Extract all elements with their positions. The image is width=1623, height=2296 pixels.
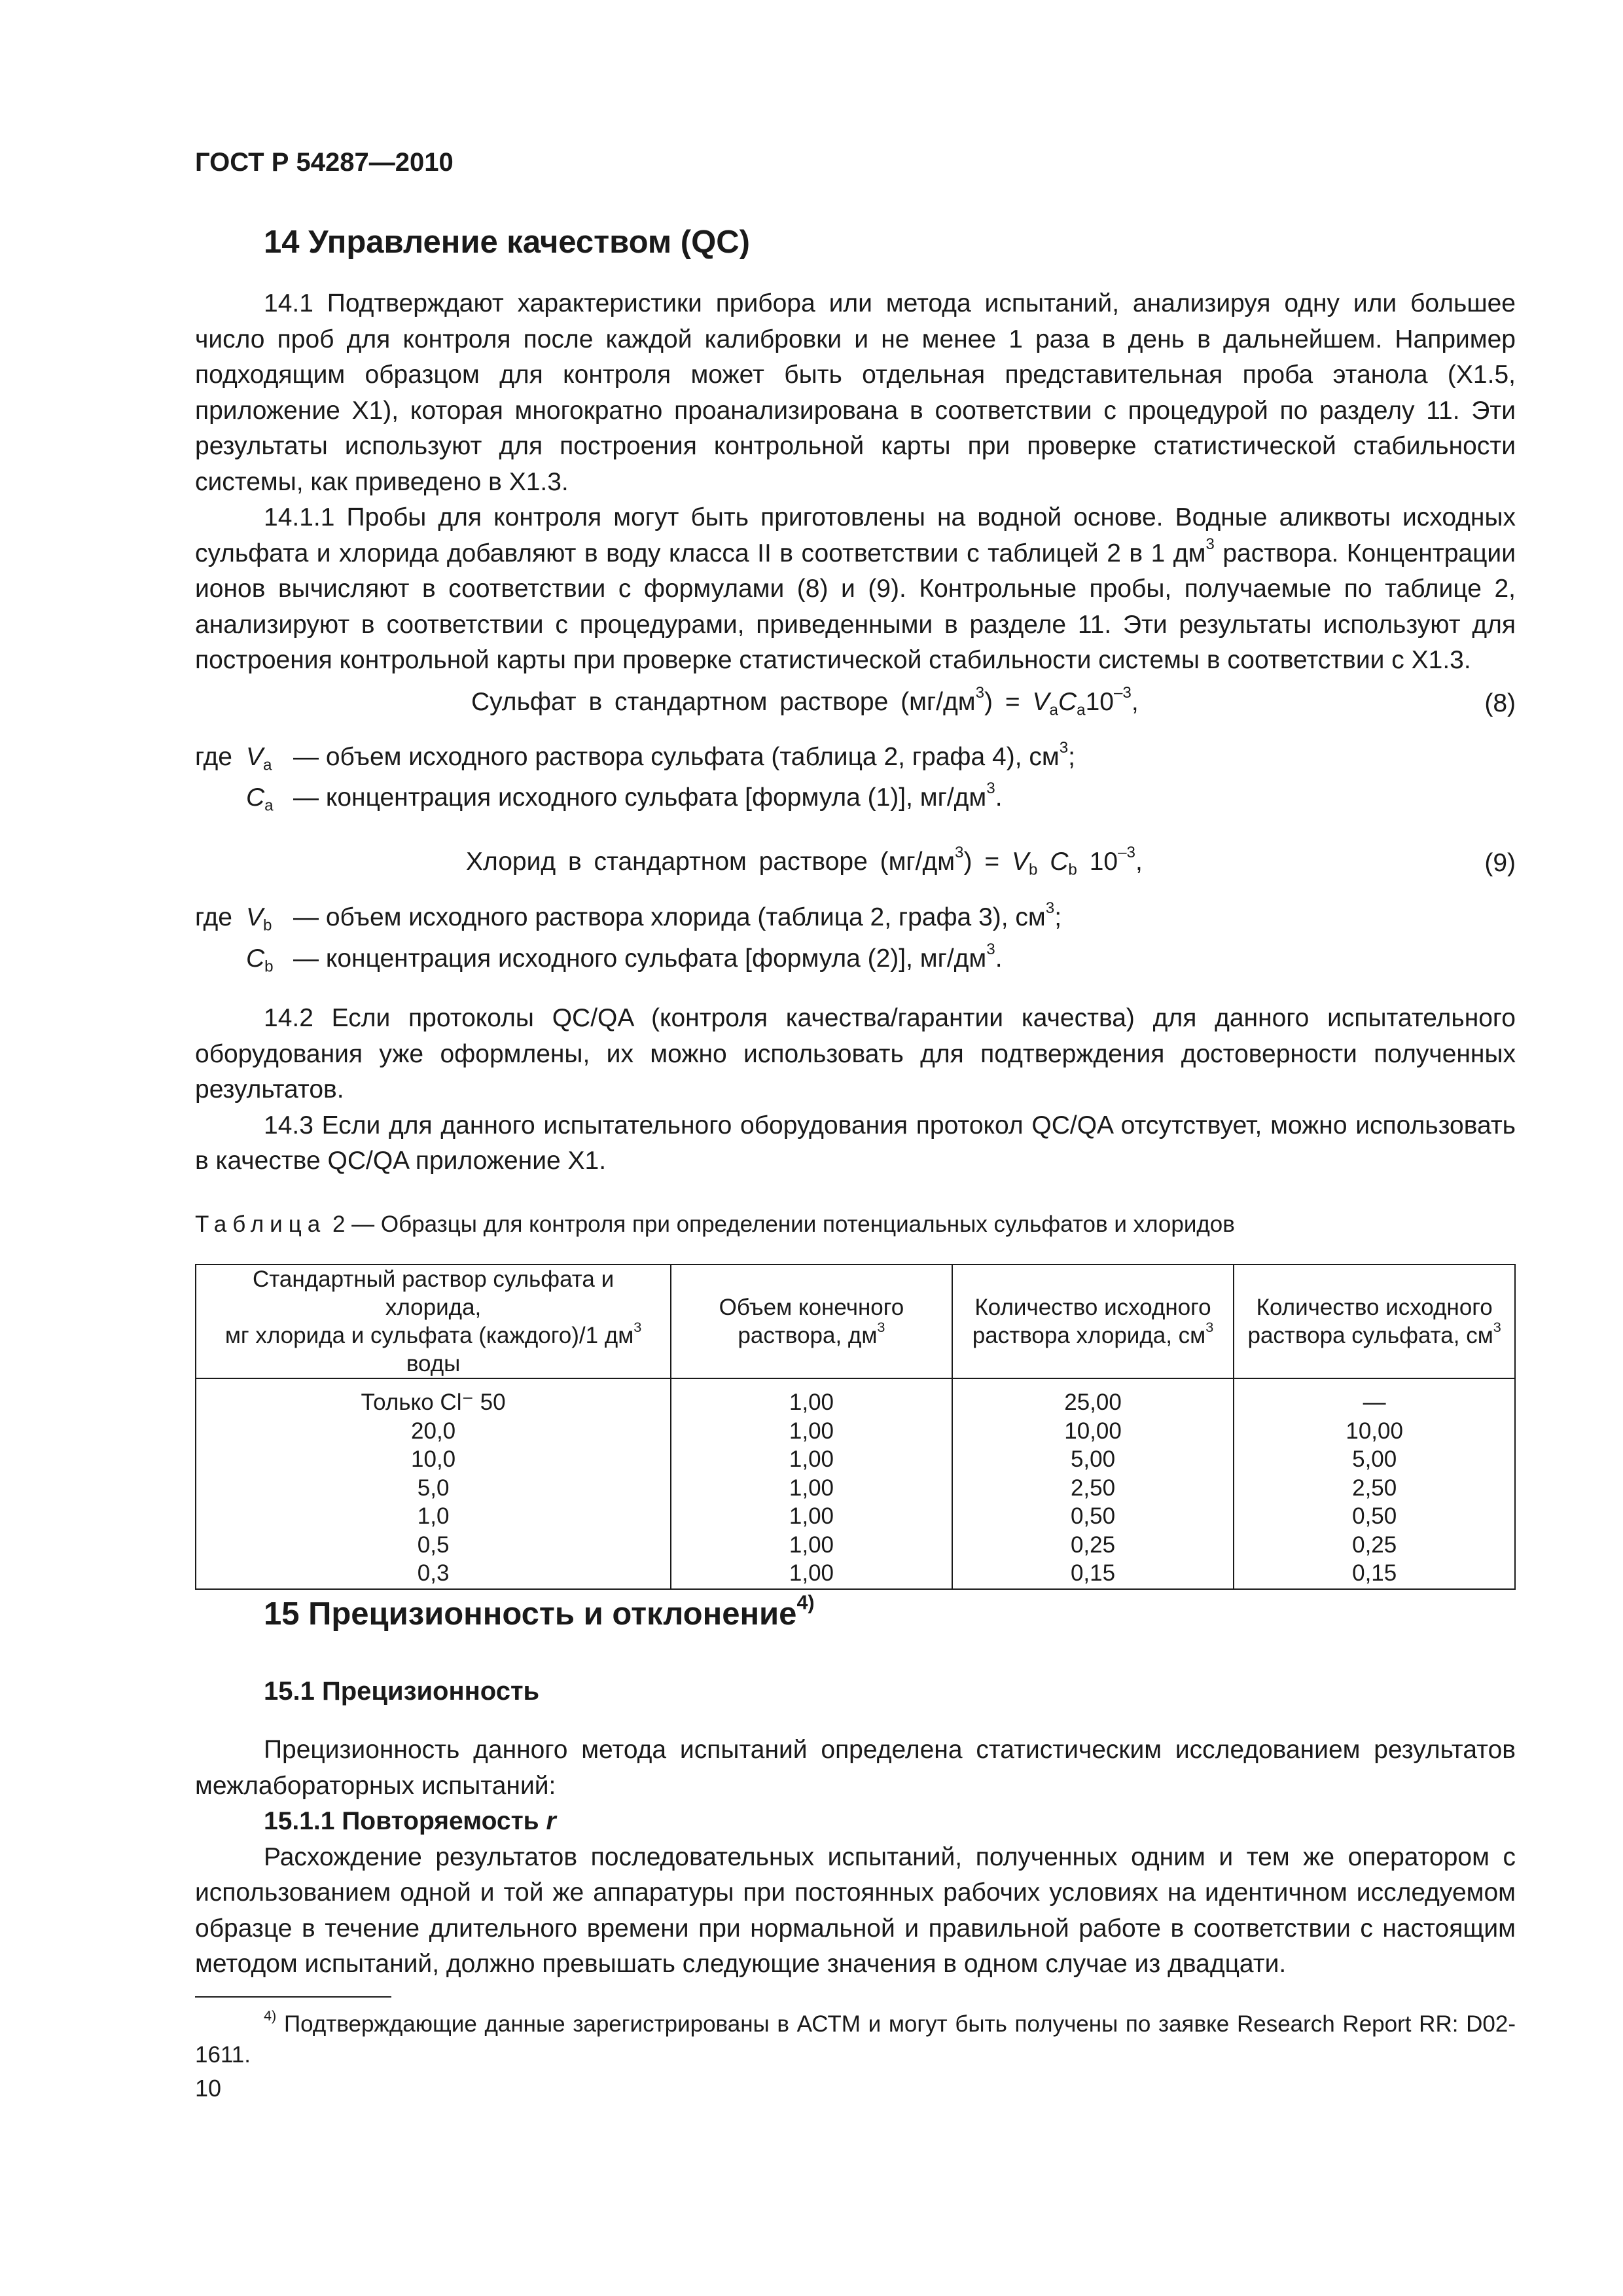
paragraph-15-1: Прецизионность данного метода испытаний определена статистическим исследованием результатов межлабораторных испытаний: <box>195 1736 1516 1800</box>
table-2 <box>195 1264 1516 1590</box>
table-cell: 1,00 <box>789 1446 834 1472</box>
footnote-separator <box>195 1996 391 1998</box>
formula-9-number: (9) <box>1484 849 1516 877</box>
table-cell: 0,15 <box>1352 1560 1397 1586</box>
document-code: ГОСТ Р 54287—2010 <box>195 148 454 177</box>
table-cell: 0,15 <box>1070 1560 1116 1586</box>
paragraph-14-1: 14.1 Подтверждают характеристики прибора или метода испытаний, анализируя одну или большее число проб для контроля после каждой калибровки и не менее 1 раза в день в дальнейшем. Например подходящим образцом для контроля может быть отдельная представительная проба этанола (X1.5, приложение X1), которая многократно проанализирована в соответствии с процедурой по разделу 11. Эти результаты используют для построения контрольной карты при проверке статистической стабильности системы, как приведено в X1.3. <box>195 289 1516 496</box>
table-cell: 1,00 <box>789 1503 834 1529</box>
section-14-body <box>195 286 1516 679</box>
paragraph-15-1-1: Расхождение результатов последовательных испытаний, полученных одним и тем же оператором с использованием одной и той же аппаратуры при постоянных рабочих условиях на идентичном исследуемом образце в течение длительного времени при нормальной и правильной работе в соответствии с настоящим методом испытаний, должно превышать следующие значения в одном случае из двадцати. <box>195 1842 1516 1978</box>
section-15-1-1-title: 15.1.1 Повторяемость r <box>264 1807 556 1835</box>
table-cell: 0,5 <box>417 1532 450 1558</box>
table-cell: 1,00 <box>789 1418 834 1444</box>
table-cell: 10,00 <box>1064 1418 1122 1444</box>
table-header-cell: Стандартный раствор сульфата и хлорида, мг хлорида и сульфата (каждого)/1 $дм^3$ воды <box>196 1265 671 1378</box>
table-cell: 1,00 <box>789 1390 834 1415</box>
table-cell: 0,50 <box>1352 1503 1397 1529</box>
section-15-body <box>195 1732 1516 1982</box>
section-14-title: 14 Управление качеством (QC) <box>264 224 750 260</box>
formula-8: Сульфат в стандартном растворе $(мг/дм^3) = V_aC_a10^{-3}$, <box>471 684 1139 719</box>
column-final-volume <box>671 1378 952 1589</box>
table-cell: 2,50 <box>1352 1475 1397 1501</box>
table-cell: 0,25 <box>1070 1532 1116 1558</box>
table-2-caption: Таблица 2 — Образцы для контроля при определении потенциальных сульфатов и хлоридов <box>195 1211 1235 1237</box>
section-14-body-2 <box>195 1001 1516 1179</box>
column-standard-solution <box>196 1378 671 1589</box>
table-cell: 0,3 <box>417 1560 450 1586</box>
table-cell: 1,0 <box>417 1503 450 1529</box>
table-cell: 1,00 <box>789 1532 834 1558</box>
footnote: $^{4)}$ Подтверждающие данные зарегистрированы в АСТМ и могут быть получены по заявке Research Report RR: D02-1611. <box>195 2007 1516 2068</box>
table-cell: 0,50 <box>1070 1503 1116 1529</box>
table-cell: 10,00 <box>1346 1418 1403 1444</box>
table-cell: 5,0 <box>417 1475 450 1501</box>
section-15-1-title: 15.1 Прецизионность <box>264 1677 540 1706</box>
page-number: 10 <box>195 2075 222 2102</box>
table-cell: 1,00 <box>789 1560 834 1586</box>
formula-9-where-line-2: $C_b$ — концентрация исходного сульфата [формула (2)], $мг/дм^3$. <box>246 941 1003 976</box>
paragraph-14-2: 14.2 Если протоколы QC/QA (контроля качества/гарантии качества) для данного испытательного оборудования уже оформлены, их можно использовать для подтверждения достоверности полученных результатов. <box>195 1004 1516 1103</box>
paragraph-14-1-1: 14.1.1 Пробы для контроля могут быть приготовлены на водной основе. Водные аликвоты исходных сульфата и хлорида добавляют в воду класса II в соответствии с таблицей 2 в 1 $дм^3$ раствора. Концентрации ионов вычисляют в соответствии с формулами (8) и (9). Контрольные пробы, получаемые по таблице 2, анализируют в соответствии с процедурами, приведенными в разделе 11. Эти результаты используют для построения контрольной карты при проверке статистической стабильности системы в соответствии с X1.3. <box>195 503 1516 674</box>
formula-9: Хлорид в стандартном растворе $(мг/дм^3) = V_b$ $C_b$ $10^{-3}$, <box>466 844 1143 879</box>
column-chloride-volume <box>952 1378 1234 1589</box>
column-sulfate-volume <box>1234 1378 1515 1589</box>
table-cell: 25,00 <box>1064 1390 1122 1415</box>
table-header-row <box>196 1265 1515 1378</box>
formula-8-number: (8) <box>1484 689 1516 717</box>
table-cell: 2,50 <box>1070 1475 1116 1501</box>
table-cell: 0,25 <box>1352 1532 1397 1558</box>
table-body-row <box>196 1378 1515 1589</box>
formula-8-where-line-2: $C_a$ — концентрация исходного сульфата [формула (1)], $мг/дм^3$. <box>246 780 1003 815</box>
table-cell: 5,00 <box>1352 1446 1397 1472</box>
section-15-title: 15 Прецизионность и отклонение$^{4)}$ <box>264 1591 815 1632</box>
formula-8-where-line-1: где $V_a$ — объем исходного раствора сульфата (таблица 2, графа 4), $см^3$; <box>195 739 1075 774</box>
table-cell: 5,00 <box>1070 1446 1116 1472</box>
formula-9-where-line-1: где $V_b$ — объем исходного раствора хлорида (таблица 2, графа 3), $см^3$; <box>195 899 1062 935</box>
table-cell: — <box>1363 1390 1386 1415</box>
table-header-cell: Объем конечного раствора, $дм^3$ <box>671 1265 952 1378</box>
table-cell: 20,0 <box>411 1418 456 1444</box>
paragraph-14-3: 14.3 Если для данного испытательного оборудования протокол QC/QA отсутствует, можно использовать в качестве QC/QA приложение X1. <box>195 1111 1516 1175</box>
table-cell: Только Cl⁻ 50 <box>361 1390 506 1415</box>
table-header-cell: Количество исходного раствора хлорида, $см^3$ <box>952 1265 1234 1378</box>
table-header-cell: Количество исходного раствора сульфата, $см^3$ <box>1234 1265 1515 1378</box>
table-cell: 10,0 <box>411 1446 456 1472</box>
table-cell: 1,00 <box>789 1475 834 1501</box>
